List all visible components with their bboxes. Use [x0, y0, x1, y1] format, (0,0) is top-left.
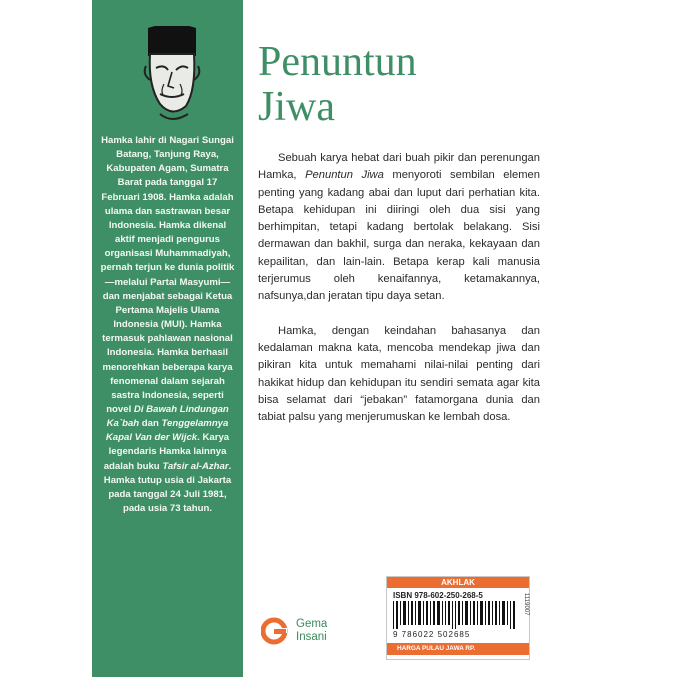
side-code: 1119007	[523, 593, 529, 616]
barcode-number: 9 786022 502685	[393, 630, 471, 639]
author-portrait	[138, 26, 206, 124]
isbn-label: ISBN 978-602-250-268-5	[393, 591, 483, 600]
blurb-p1-title: Penuntun Jiwa	[305, 169, 384, 182]
barcode-bars-icon	[391, 601, 519, 629]
bio-book-1: Di Bawah Lindungan Ka`bah	[106, 403, 229, 430]
blurb-p1-a: Sebuah karya hebat dari buah pikir dan perenungan Hamka,	[258, 152, 540, 182]
publisher-name	[296, 618, 327, 644]
book-blurb	[258, 150, 540, 443]
title-line-2: Jiwa	[258, 84, 335, 130]
category-label: AKHLAK	[387, 577, 529, 588]
price-label: HARGA PULAU JAWA RP.	[387, 643, 529, 655]
bio-text-2: dan	[139, 418, 162, 430]
author-bio	[100, 134, 235, 516]
bio-book-2: Tenggelamnya Kapal Van der Wijck	[105, 418, 229, 444]
bio-text-1: Hamka lahir di Nagari Sungai Batang, Tanjung Raya, Kabupaten Agam, Sumatra Barat pada tanggal 17 Februari 1908. Hamka adalah ulama dan sastrawan besar Indonesia. Hamka dikenal aktif menjadi pengurus organisasi Muhammadiyah, pernah terjun ke dunia politik—melalui Partai Masyumi—dan menjabat sebagai Ketua Pertama Majelis Ulama Indonesia (MUI). Hamka termasuk pahlawan nasional Indonesia. Hamka berhasil menorehkan beberapa karya fenomenal dalam sejarah sastra Indonesia, seperti novel	[100, 135, 235, 415]
barcode-block	[386, 576, 530, 660]
blurb-paragraph-1	[258, 150, 540, 306]
bio-text-3: . Karya legendaris Hamka lainnya adalah buku	[103, 432, 230, 472]
bio-book-3: Tafsir al-Azhar	[162, 460, 229, 472]
publisher-line-1: Gema	[296, 618, 328, 630]
publisher-line-2: Insani	[296, 631, 327, 643]
book-title	[258, 40, 417, 130]
title-line-1: Penuntun	[258, 39, 417, 85]
blurb-paragraph-2: Hamka, dengan keindahan bahasanya dan kedalaman makna kata, mencoba mendekap jiwa dan pikiran kita untuk memahami nilai-nilai penting dari hakikat hidup dan kehidupan itu sendiri semata agar kita bisa selamat dari “jebakan” fatamorgana dunia dan tabiat palsu yang menjerumuskan ke lembah dosa.	[258, 324, 540, 424]
blurb-p1-b: menyoroti sembilan elemen penting yang kadang abai dan luput dari perhatian kita. Betapa kehidupan ini diiringi oleh dua sisi yang berhimpitan, tetapi kadang bertolak belakang. Sisi dermawan dan bakhil, surga dan neraka, kekayaan dan kepailitan, dan lain-lain. Betapa kerap kali manusia terjerumus oleh kenaifannya, ketamakannya, nafsunya,dan jeratan tipu daya setan.	[258, 169, 540, 303]
bio-text-4: . Hamka tutup usia di Jakarta pada tanggal 24 Juli 1981, pada usia 73 tahun.	[103, 460, 232, 515]
